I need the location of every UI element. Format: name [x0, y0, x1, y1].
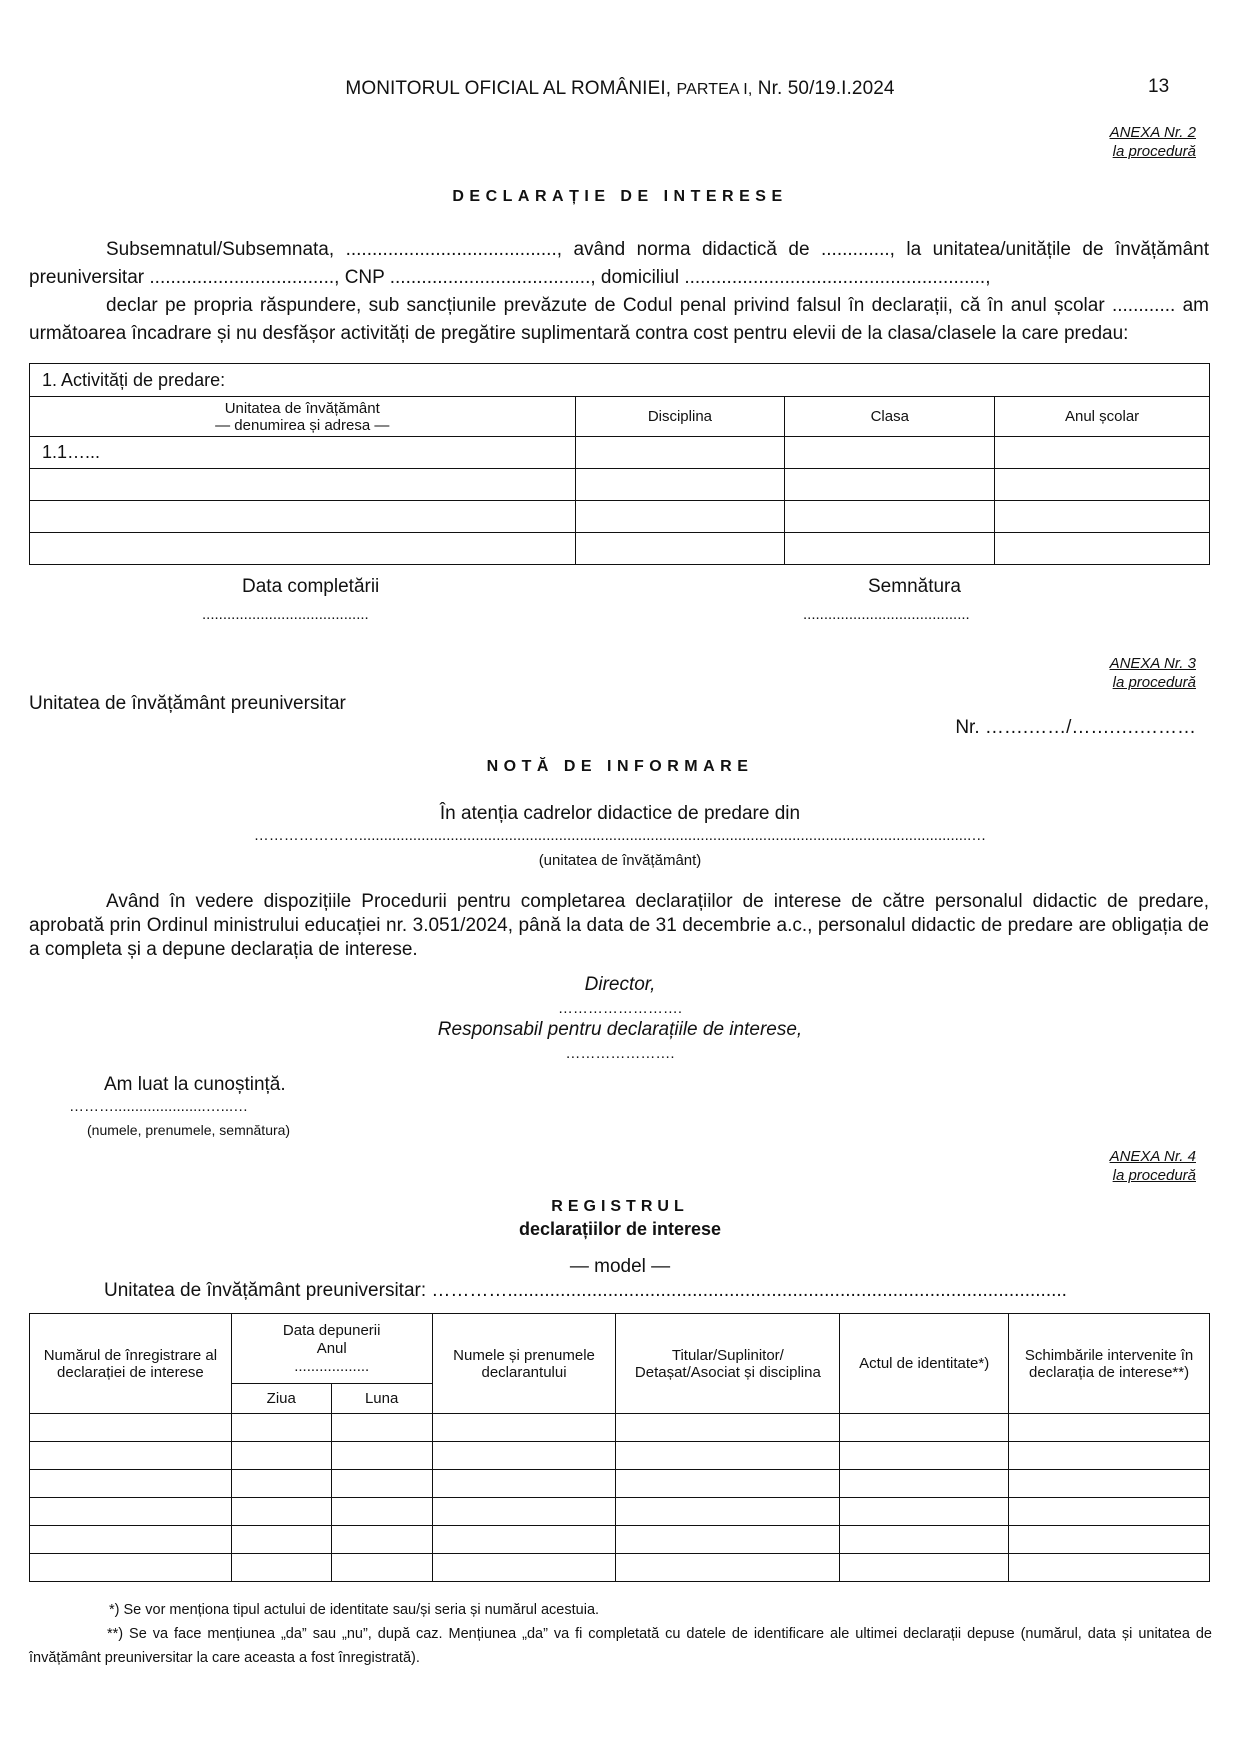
registration-number[interactable]: Nr. …….……/…….….……… [955, 717, 1196, 738]
table-cell[interactable] [995, 533, 1210, 565]
annex4-title: REGISTRUL [551, 1198, 689, 1215]
publication-part: PARTEA I, [676, 81, 753, 98]
responsible-dots[interactable]: …………………. [565, 1045, 675, 1062]
table-cell[interactable] [840, 1498, 1009, 1526]
table-cell[interactable] [30, 1498, 232, 1526]
table-cell[interactable] [432, 1554, 616, 1582]
acknowledged-caption: (numele, prenumele, semnătura) [87, 1122, 291, 1138]
school-unit-label: Unitatea de învățământ preuniversitar [29, 693, 346, 714]
director-label: Director, [584, 974, 656, 995]
column-header-registration-number: Numărul de înregistrare al declarației de interese [30, 1314, 232, 1414]
table-cell[interactable] [331, 1526, 432, 1554]
table-cell[interactable] [616, 1470, 840, 1498]
annex2-sub: la procedură [1112, 143, 1196, 160]
teaching-activities-table [29, 363, 1210, 565]
model-label: — model — [569, 1256, 671, 1277]
completion-date-dots[interactable]: ........................................ [202, 606, 369, 623]
table-cell[interactable] [575, 501, 785, 533]
table-cell[interactable] [575, 533, 785, 565]
table-cell[interactable] [30, 1470, 232, 1498]
declaration-paragraph-2: declar pe propria răspundere, sub sancțiunile prevăzute de Codul penal privind falsul în declarații, că în anul școlar ............ am următoarea încadrare și nu desfășor activități de pregătire suplimentară contra cost pentru elevii de la clasa/clasele la care predau: [29, 295, 1209, 344]
table-cell[interactable] [840, 1442, 1009, 1470]
declaration-paragraph-1: Subsemnatul/Subsemnata, ........................................, având norma didactică de ............., la unitatea/unitățile de învățământ preuniversitar ..................................., CNP ......................................, domiciliul ........................................................., [29, 239, 1209, 288]
table-row [30, 501, 1210, 533]
table-row [30, 1526, 1210, 1554]
column-header-class: Clasa [785, 397, 995, 437]
table-cell[interactable] [1009, 1554, 1210, 1582]
annex2-number: ANEXA Nr. 2 [1109, 124, 1196, 141]
table-cell[interactable] [616, 1554, 840, 1582]
annex4-sub: la procedură [1112, 1167, 1196, 1184]
table-row [30, 1442, 1210, 1470]
table-cell[interactable] [840, 1414, 1009, 1442]
publication-issue: Nr. 50/19.I.2024 [757, 78, 895, 99]
annex4-number: ANEXA Nr. 4 [1109, 1148, 1196, 1165]
table-cell[interactable] [432, 1498, 616, 1526]
table-cell[interactable] [840, 1526, 1009, 1554]
table-cell[interactable] [331, 1414, 432, 1442]
footnote-1: *) Se vor menționa tipul actului de identitate sau/și seria și numărul acestuia. [109, 1602, 600, 1618]
table-cell[interactable] [231, 1526, 331, 1554]
row-label: 1.1…... [30, 437, 576, 469]
column-header-position-discipline: Titular/Suplinitor/ Detașat/Asociat și disciplina [616, 1314, 840, 1414]
table-cell[interactable] [30, 501, 576, 533]
table-cell[interactable] [331, 1554, 432, 1582]
column-header-discipline: Disciplina [575, 397, 785, 437]
table-cell[interactable] [785, 437, 995, 469]
table-cell[interactable] [432, 1414, 616, 1442]
table-row [30, 469, 1210, 501]
column-header-unit [30, 397, 576, 437]
table-cell[interactable] [30, 1442, 232, 1470]
column-header-declaration-changes: Schimbările intervenite în declarația de interese**) [1009, 1314, 1210, 1414]
signature-dots[interactable]: ........................................ [803, 606, 970, 623]
table-cell[interactable] [616, 1498, 840, 1526]
table-row [30, 1554, 1210, 1582]
annex3-label [1110, 654, 1196, 692]
footnotes [29, 1598, 1212, 1670]
table-cell[interactable] [432, 1526, 616, 1554]
table-cell[interactable] [331, 1442, 432, 1470]
attention-dots[interactable]: …………………...................................................................................................................................................… [253, 827, 987, 844]
column-header-unit-line1: Unitatea de învățământ [224, 399, 380, 417]
table-cell[interactable] [30, 1554, 232, 1582]
annex4-label [1110, 1147, 1196, 1185]
table-row [30, 1414, 1210, 1442]
table-cell[interactable] [785, 501, 995, 533]
column-header-submission-date [231, 1314, 432, 1384]
information-paragraph: Având în vedere dispozițiile Procedurii pentru completarea declarațiilor de interese de către personalul didactic de predare, aprobată prin Ordinul ministrului educației nr. 3.051/2024, până la data de 31 decembrie a.c., personalul didactic de predare are obligația de a completa și a depune declarația de interese. [29, 891, 1209, 960]
table-cell[interactable] [840, 1470, 1009, 1498]
register-table [29, 1313, 1210, 1582]
table-row [30, 437, 1210, 469]
table-cell[interactable] [231, 1442, 331, 1470]
table-cell[interactable] [1009, 1442, 1210, 1470]
unit-caption: (unitatea de învățământ) [538, 852, 702, 869]
annex4-subtitle: declarațiilor de interese [518, 1219, 722, 1239]
annex2-label [1110, 123, 1196, 161]
submission-year-dots: .................. [294, 1357, 370, 1375]
annex2-body [29, 236, 1209, 348]
table-cell[interactable] [785, 533, 995, 565]
table-cell[interactable] [575, 437, 785, 469]
table-cell[interactable] [231, 1414, 331, 1442]
table-cell[interactable] [331, 1498, 432, 1526]
table-cell[interactable] [231, 1498, 331, 1526]
submission-date-title: Data depunerii [282, 1321, 381, 1339]
table-cell[interactable] [616, 1526, 840, 1554]
director-dots[interactable]: ……………………. [557, 1000, 683, 1017]
table-cell[interactable] [995, 437, 1210, 469]
table-row [30, 1498, 1210, 1526]
table-cell[interactable] [432, 1470, 616, 1498]
table-cell[interactable] [30, 533, 576, 565]
table-cell[interactable] [1009, 1470, 1210, 1498]
table-cell[interactable] [785, 469, 995, 501]
responsible-label: Responsabil pentru declarațiile de interese, [437, 1019, 803, 1040]
table-row [30, 1470, 1210, 1498]
table-cell[interactable] [1009, 1526, 1210, 1554]
column-header-day: Ziua [231, 1384, 331, 1414]
table-cell[interactable] [840, 1554, 1009, 1582]
column-header-month: Luna [331, 1384, 432, 1414]
page-header [0, 78, 1240, 100]
annex3-sub: la procedură [1112, 674, 1196, 691]
table-cell[interactable] [331, 1470, 432, 1498]
table-row [30, 533, 1210, 565]
annex3-title: NOTĂ DE INFORMARE [486, 758, 754, 775]
acknowledged-dots[interactable]: ………......................…...… [69, 1098, 249, 1115]
completion-date-label: Data completării [242, 576, 380, 597]
publication-name: MONITORUL OFICIAL AL ROMÂNIEI, [345, 78, 672, 99]
table-cell[interactable] [30, 1414, 232, 1442]
signature-label: Semnătura [868, 576, 961, 597]
attention-line: În atenția cadrelor didactice de predare din [439, 803, 801, 824]
table-cell[interactable] [1009, 1414, 1210, 1442]
footnote-2: **) Se va face mențiunea „da” sau „nu”, după caz. Mențiunea „da” va fi completată cu datele de identificare ale ultimei declarații depuse (numărul, data și unitatea de învățământ preuniversitar la care aceasta a fost înregistrată). [29, 1626, 1212, 1666]
page-number: 13 [1148, 76, 1170, 97]
table-cell[interactable] [30, 1526, 232, 1554]
column-header-declarant-name: Numele și prenumele declarantului [432, 1314, 616, 1414]
annex3-number: ANEXA Nr. 3 [1109, 655, 1196, 672]
information-body [29, 890, 1209, 962]
table-cell[interactable] [616, 1414, 840, 1442]
acknowledged-label: Am luat la cunoștință. [104, 1074, 286, 1095]
table-cell[interactable] [616, 1442, 840, 1470]
annex2-title: DECLARAȚIE DE INTERESE [452, 188, 788, 205]
register-unit-line[interactable]: Unitatea de învățământ preuniversitar: ………….......................................................................................................... [104, 1280, 1067, 1301]
table-cell[interactable] [231, 1470, 331, 1498]
submission-year-label: Anul [316, 1339, 347, 1357]
column-header-unit-line2: — denumirea și adresa — [215, 416, 390, 434]
table-cell[interactable] [1009, 1498, 1210, 1526]
table-cell[interactable] [575, 469, 785, 501]
table-cell[interactable] [231, 1554, 331, 1582]
table-cell[interactable] [995, 469, 1210, 501]
table-cell[interactable] [432, 1442, 616, 1470]
table-cell[interactable] [30, 469, 576, 501]
column-header-school-year: Anul școlar [995, 397, 1210, 437]
column-header-identity-document: Actul de identitate*) [840, 1314, 1009, 1414]
table-cell[interactable] [995, 501, 1210, 533]
table-section-title: 1. Activități de predare: [30, 364, 1210, 397]
